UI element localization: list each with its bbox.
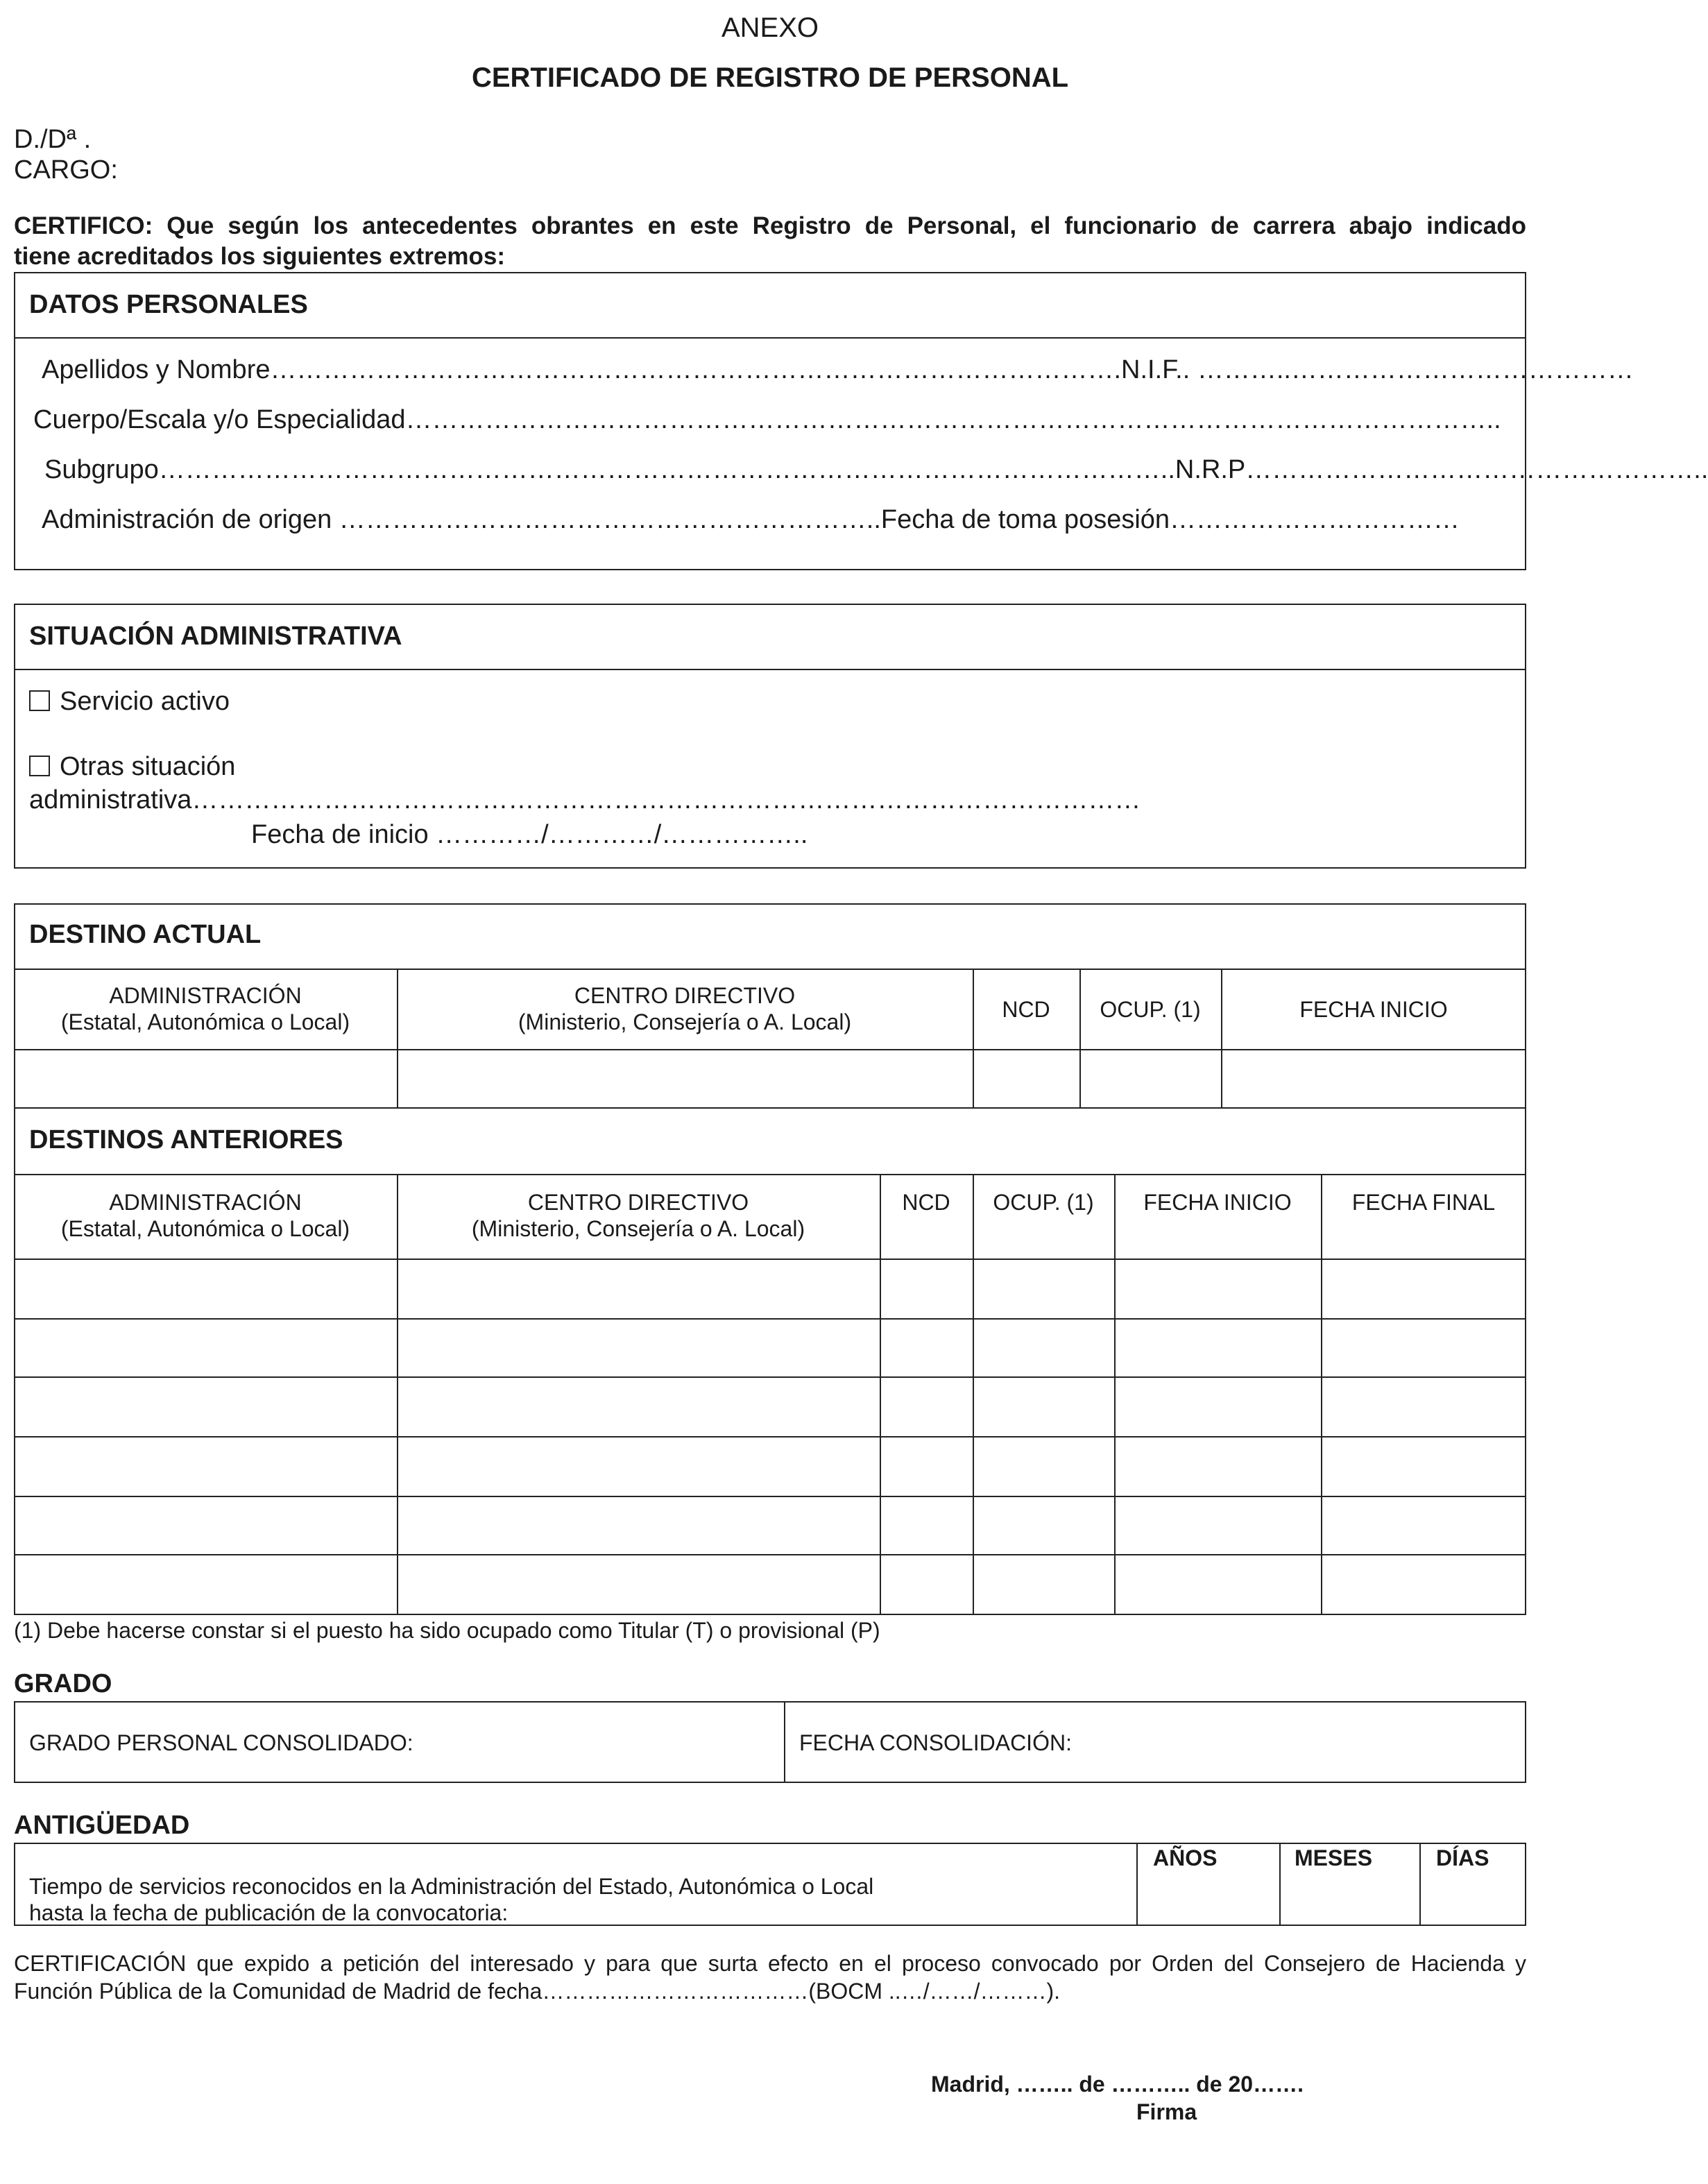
anos-field[interactable]: AÑOS <box>1153 1845 1218 1870</box>
dd-label: D./Dª . <box>14 125 92 154</box>
col-fecha-inicio-header: FECHA INICIO <box>1299 997 1448 1022</box>
divider <box>1079 969 1081 1107</box>
col-label: ADMINISTRACIÓN <box>109 983 302 1008</box>
situacion-title: SITUACIÓN ADMINISTRATIVA <box>29 622 402 651</box>
divider <box>14 1436 1526 1437</box>
antiguedad-text <box>29 1873 873 1926</box>
col-centro-header <box>397 1189 880 1242</box>
annex-label: ANEXO <box>721 12 819 43</box>
col-sublabel: (Estatal, Autonómica o Local) <box>60 1009 350 1034</box>
divider <box>14 1259 1526 1260</box>
servicio-activo-label: Servicio activo <box>60 687 230 716</box>
certificacion-line-1: CERTIFICACIÓN que expido a petición del interesado y para que surta efecto en el proceso convocado por Orden del Consejero de Hacienda y <box>14 1951 1526 1976</box>
divider <box>1114 1174 1116 1615</box>
divider <box>880 1174 881 1615</box>
divider <box>14 1107 1526 1109</box>
col-ncd-header: NCD <box>902 1190 950 1215</box>
divider <box>1279 1843 1281 1926</box>
antiguedad-title: ANTIGÜEDAD <box>14 1811 190 1840</box>
divider <box>1419 1843 1421 1926</box>
col-administracion-header <box>14 982 397 1035</box>
checkbox-icon[interactable] <box>29 690 50 711</box>
firma-label: Firma <box>1136 2099 1197 2124</box>
divider <box>14 969 1526 970</box>
meses-field[interactable]: MESES <box>1295 1845 1373 1870</box>
col-sublabel: (Ministerio, Consejería o A. Local) <box>518 1009 852 1034</box>
divider <box>973 969 974 1107</box>
divider <box>1136 1843 1138 1926</box>
divider <box>14 1049 1526 1050</box>
divider <box>14 1496 1526 1497</box>
otras-situacion-field[interactable]: administrativa……………………………………………………………………………………………… <box>29 785 1141 814</box>
grado-personal-field[interactable]: GRADO PERSONAL CONSOLIDADO: <box>29 1730 413 1755</box>
antiguedad-text-line: Tiempo de servicios reconocidos en la Administración del Estado, Autonómica o Local <box>29 1874 874 1899</box>
col-administracion-header <box>14 1189 397 1242</box>
datos-personales-title: DATOS PERSONALES <box>29 290 308 319</box>
col-ocup-header: OCUP. (1) <box>993 1190 1094 1215</box>
col-fecha-inicio-header: FECHA INICIO <box>1143 1190 1292 1215</box>
certifico-line-1: CERTIFICO: Que según los antecedentes obrantes en este Registro de Personal, el funcionario de carrera abajo indicado <box>14 212 1526 239</box>
destino-actual-title: DESTINO ACTUAL <box>29 920 262 949</box>
col-sublabel: (Ministerio, Consejería o A. Local) <box>471 1216 805 1241</box>
divider <box>14 669 1526 670</box>
checkbox-icon[interactable] <box>29 756 50 776</box>
ocupacion-footnote: (1) Debe hacerse constar si el puesto ha sido ocupado como Titular (T) o provisional (P) <box>14 1618 880 1643</box>
dias-field[interactable]: DÍAS <box>1436 1845 1489 1870</box>
subgrupo-field[interactable]: Subgrupo……………………………………………………………………………………………………..N.R.P…………………………………………….. <box>44 455 1708 484</box>
divider <box>1221 969 1222 1107</box>
divider <box>973 1174 974 1615</box>
apellidos-nombre-field[interactable]: Apellidos y Nombre…………………………………………………………………………………….N.I.F.. ………..………………………………… <box>42 355 1634 384</box>
lugar-fecha-field[interactable]: Madrid, …….. de ……….. de 20……. <box>931 2072 1304 2097</box>
certificacion-line-2: Función Pública de la Comunidad de Madrid de fecha………………………………(BOCM ..…/……/………). <box>14 1979 1061 2004</box>
divider <box>14 337 1526 339</box>
administracion-origen-field[interactable]: Administración de origen ……………………………………………………..Fecha de toma posesión…………………………… <box>42 505 1460 534</box>
col-centro-header <box>397 982 973 1035</box>
divider <box>14 1318 1526 1320</box>
divider <box>1321 1174 1322 1615</box>
divider <box>14 1376 1526 1378</box>
divider <box>14 1174 1526 1175</box>
destinos-anteriores-title: DESTINOS ANTERIORES <box>29 1125 343 1154</box>
document-title: CERTIFICADO DE REGISTRO DE PERSONAL <box>471 62 1069 93</box>
divider <box>784 1701 785 1783</box>
col-ocup-header: OCUP. (1) <box>1100 997 1201 1022</box>
certifico-line-2: tiene acreditados los siguientes extremos: <box>14 243 506 270</box>
cargo-label: CARGO: <box>14 155 118 185</box>
fecha-consolidacion-field[interactable]: FECHA CONSOLIDACIÓN: <box>799 1730 1072 1755</box>
cuerpo-escala-field[interactable]: Cuerpo/Escala y/o Especialidad…………………………………………………………………………………………………………….. <box>33 405 1501 434</box>
servicio-activo-option[interactable] <box>29 687 230 717</box>
antiguedad-text-line: hasta la fecha de publicación de la convocatoria: <box>29 1900 509 1925</box>
col-ncd-header: NCD <box>1002 997 1050 1022</box>
col-label: CENTRO DIRECTIVO <box>527 1190 749 1215</box>
fecha-inicio-field[interactable]: Fecha de inicio …………/…………/…………….. <box>251 820 808 849</box>
col-sublabel: (Estatal, Autonómica o Local) <box>60 1216 350 1241</box>
otras-situacion-option[interactable] <box>29 752 235 782</box>
col-label: CENTRO DIRECTIVO <box>574 983 796 1008</box>
otras-situacion-label: Otras situación <box>60 752 236 781</box>
col-fecha-final-header: FECHA FINAL <box>1351 1190 1496 1215</box>
divider <box>14 1554 1526 1555</box>
grado-title: GRADO <box>14 1669 112 1698</box>
col-label: ADMINISTRACIÓN <box>109 1190 302 1215</box>
